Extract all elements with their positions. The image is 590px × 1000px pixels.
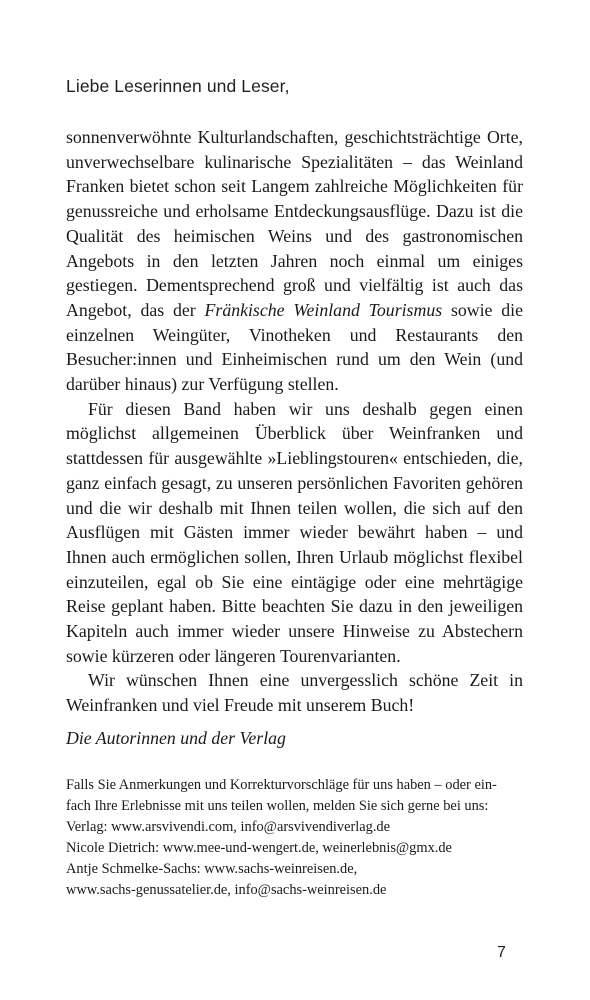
paragraph-tours: Für diesen Band haben wir uns deshalb gegen einen möglichst allgemeinen Überblick über Weinfranken und stattdessen für ausgewählte »Lieblingstouren« entschieden, die, ganz einfach gesagt, zu unseren persönlichen Favoriten gehören und die wir deshalb mit Ihnen teilen wollen, die sich auf den Ausflügen mit Gästen immer wieder bewährt haben – und Ihnen auch ermöglichen sollen, Ihren Urlaub möglichst flexibel einzuteilen, egal ob Sie eine eintägige oder eine mehrtägige Reise geplant haben. Bitte beachten Sie dazu in den jeweiligen Kapiteln auch immer wieder unsere Hinweise zu Abstechern sowie kürzeren oder längeren Tourenvarianten. (66, 398, 523, 666)
author-contact-schmelke-sachs-continued: www.sachs-genussatelier.de, info@sachs-weinreisen.de (66, 882, 387, 898)
author-contact-dietrich: Nicole Dietrich: www.mee-und-wengert.de, weinerlebnis@gmx.de (66, 840, 452, 856)
page-number: 7 (497, 944, 506, 961)
contact-info (66, 775, 523, 901)
info-line: Falls Sie Anmerkungen und Korrekturvorschläge für uns haben – oder ein- (66, 777, 497, 793)
paragraph-intro-start: sonnenverwöhnte Kulturlandschaften, geschichtsträchtige Orte, unverwechselbare kulinarische Spezialitäten – das Weinland Franken bietet schon seit Langem zahlreiche Möglichkeiten für genussreiche und erholsame Entdeckungsausflüge. Dazu ist die Qualität des heimischen Weins und des gastronomischen Angebots in den letzten Jahren noch einmal um einiges gestiegen. Dementsprechend groß und vielfältig ist auch das Angebot, das der (66, 127, 523, 320)
organization-name: Fränkische Weinland Tourismus (204, 299, 443, 320)
info-line: fach Ihre Erlebnisse mit uns teilen wollen, melden Sie sich gerne bei uns: (66, 798, 489, 814)
letter-salutation: Liebe Leserinnen und Leser, (66, 76, 290, 96)
paragraph-intro (66, 125, 523, 397)
paragraph-wishes: Wir wünschen Ihnen eine unvergesslich schöne Zeit in Weinfranken und viel Freude mit unserem Buch! (66, 670, 523, 716)
letter-body (66, 125, 523, 718)
paragraph-intro-end: sowie die einzelnen Weingüter, Vinotheken und Restaurants den Besucher:innen und Einheimischen rund um den Wein (und darüber hinaus) zur Verfügung stellen. (66, 299, 523, 395)
author-contact-schmelke-sachs: Antje Schmelke-Sachs: www.sachs-weinreisen.de, (66, 861, 358, 877)
signature: Die Autorinnen und der Verlag (66, 728, 286, 748)
publisher-contact: Verlag: www.arsvivendi.com, info@arsvivendiverlag.de (66, 819, 391, 835)
